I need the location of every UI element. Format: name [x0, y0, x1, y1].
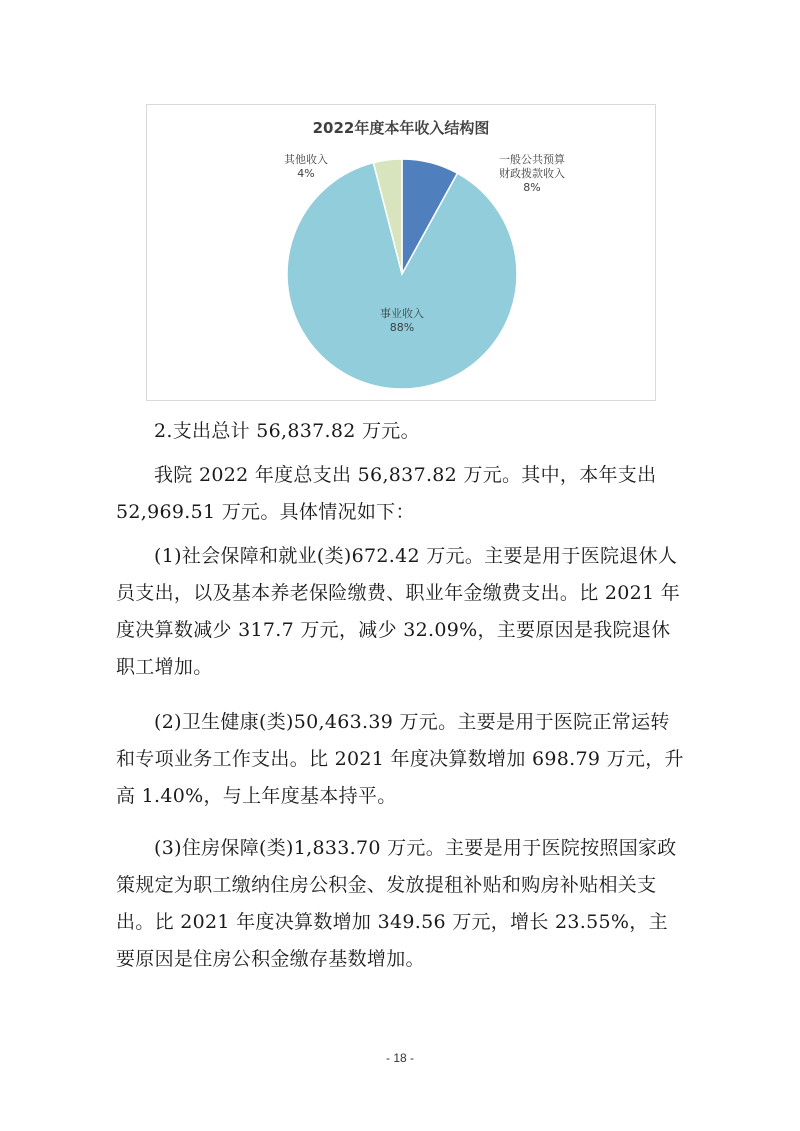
section-heading: 2.支出总计 56,837.82 万元。 — [154, 420, 420, 442]
income-structure-chart — [146, 104, 656, 401]
chart-title: 2022年度本年收入结构图 — [312, 119, 490, 137]
paragraph-health: (2)卫生健康(类)50,463.39 万元。主要是用于医院正常运转和专项业务工作支出。比 2021 年度决算数增加 698.79 万元，升高 1.40%，与上年度基本持平。 — [116, 711, 684, 807]
pie-slice-label-2: 其他收入 4% — [284, 153, 328, 180]
paragraph-summary: 我院 2022 年度总支出 56,837.82 万元。其中，本年支出 52,969.51 万元。具体情况如下： — [116, 464, 657, 523]
pie-slice-label-1: 事业收入 88% — [380, 307, 424, 334]
page-number: - 18 - — [385, 1051, 414, 1065]
pie-slice-label-0: 一般公共预算财政拨款收入 8% — [499, 153, 565, 194]
paragraph-social-security: (1)社会保障和就业(类)672.42 万元。主要是用于医院退休人员支出，以及基本养老保险缴费、职业年金缴费支出。比 2021 年度决算数减少 317.7 万元，减少 32.09%，主要原因是我院退休职工增加。 — [116, 545, 681, 678]
pie-chart — [147, 105, 657, 402]
paragraph-housing: (3)住房保障(类)1,833.70 万元。主要是用于医院按照国家政策规定为职工缴纳住房公积金、发放提租补贴和购房补贴相关支出。比 2021 年度决算数增加 349.56 万元，增长 23.55%，主要原因是住房公积金缴存基数增加。 — [116, 837, 677, 970]
